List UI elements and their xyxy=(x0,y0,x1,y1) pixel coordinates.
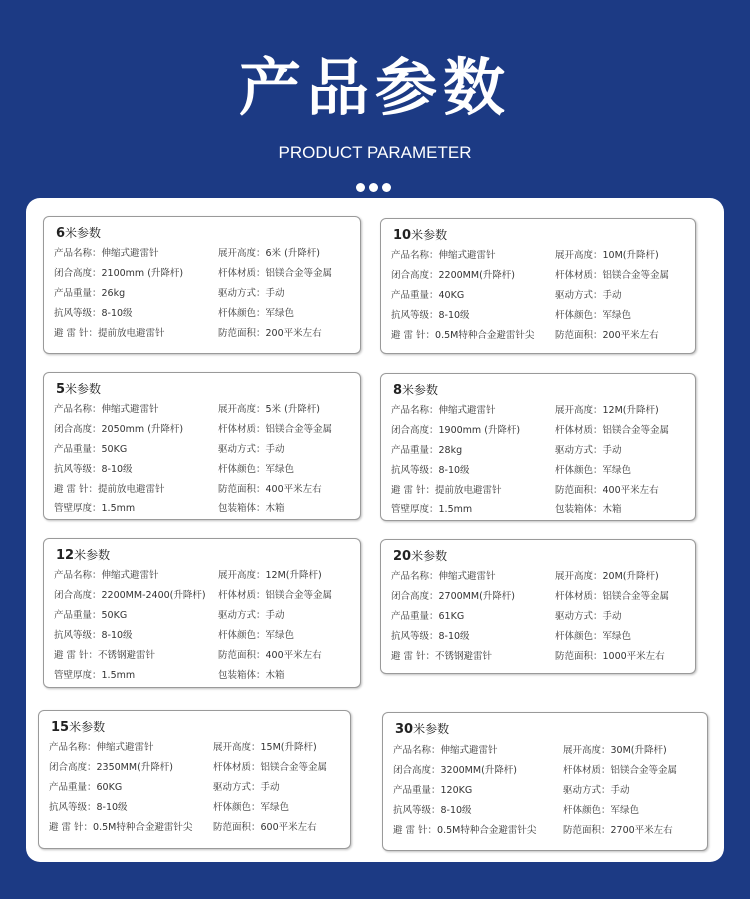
spec-right: 杆体材质：铝镁合金等金属 xyxy=(218,590,333,601)
spec-right: 防范面积：200平米左右 xyxy=(555,330,659,341)
spec-row xyxy=(54,441,354,459)
spec-right: 杆体材质：铝镁合金等金属 xyxy=(555,591,670,602)
spec-right: 防范面积：2700平米左右 xyxy=(563,825,673,836)
spec-left: 避 雷 针：0.5M特种合金避雷针尖 xyxy=(49,822,193,833)
spec-row xyxy=(54,461,354,479)
spec-card-20m xyxy=(380,539,696,674)
spec-row xyxy=(54,647,354,665)
spec-right: 杆体材质：铝镁合金等金属 xyxy=(563,765,678,776)
card-title: 15米参数 xyxy=(51,720,106,735)
spec-right: 杆体颜色：军绿色 xyxy=(218,464,295,475)
spec-right: 杆体材质：铝镁合金等金属 xyxy=(555,425,670,436)
spec-right: 杆体颜色：军绿色 xyxy=(555,310,632,321)
spec-left: 产品重量：120KG xyxy=(393,785,473,796)
spec-row xyxy=(391,648,689,666)
spec-left: 抗风等级：8-10级 xyxy=(393,805,472,816)
spec-left: 管壁厚度：1.5mm xyxy=(54,503,136,514)
spec-left: 产品名称：伸缩式避雷针 xyxy=(393,745,498,756)
spec-right: 防范面积：400平米左右 xyxy=(555,485,659,496)
spec-left: 避 雷 针：0.5M特种合金避雷针尖 xyxy=(393,825,537,836)
spec-right: 防范面积：400平米左右 xyxy=(218,484,322,495)
spec-left: 避 雷 针：提前放电避雷针 xyxy=(54,328,165,339)
spec-left: 避 雷 针：不锈钢避雷针 xyxy=(391,651,493,662)
spec-right: 驱动方式：手动 xyxy=(218,444,285,455)
spec-left: 产品名称：伸缩式避雷针 xyxy=(49,742,154,753)
spec-row xyxy=(391,287,689,305)
spec-right: 展开高度：6米 (升降杆) xyxy=(218,248,320,259)
spec-left: 避 雷 针：提前放电避雷针 xyxy=(54,484,165,495)
card-title: 10米参数 xyxy=(393,228,448,243)
card-title: 12米参数 xyxy=(56,548,111,563)
spec-right: 杆体材质：铝镁合金等金属 xyxy=(218,268,333,279)
spec-row xyxy=(391,462,689,480)
spec-row xyxy=(391,588,689,606)
spec-left: 产品名称：伸缩式避雷针 xyxy=(391,250,496,261)
spec-left: 闭合高度：3200MM(升降杆) xyxy=(393,765,517,776)
spec-left: 产品名称：伸缩式避雷针 xyxy=(391,405,496,416)
spec-row xyxy=(54,567,354,585)
spec-right: 展开高度：12M(升降杆) xyxy=(555,405,659,416)
spec-right: 展开高度：20M(升降杆) xyxy=(555,571,659,582)
spec-right: 杆体颜色：军绿色 xyxy=(213,802,290,813)
spec-row xyxy=(391,402,689,420)
spec-row xyxy=(391,608,689,626)
spec-left: 避 雷 针：提前放电避雷针 xyxy=(391,485,502,496)
spec-right: 驱动方式：手动 xyxy=(218,610,285,621)
spec-row xyxy=(49,779,344,797)
spec-row xyxy=(54,627,354,645)
spec-left: 抗风等级：8-10级 xyxy=(54,464,133,475)
spec-left: 产品名称：伸缩式避雷针 xyxy=(54,570,159,581)
spec-card-12m xyxy=(43,538,361,688)
spec-left: 产品重量：28kg xyxy=(391,445,463,456)
spec-right: 杆体颜色：军绿色 xyxy=(563,805,640,816)
spec-right: 展开高度：10M(升降杆) xyxy=(555,250,659,261)
spec-left: 闭合高度：2050mm (升降杆) xyxy=(54,424,184,435)
spec-left: 产品名称：伸缩式避雷针 xyxy=(54,404,159,415)
spec-row xyxy=(391,327,689,345)
spec-row xyxy=(393,782,701,800)
spec-right: 包装箱体：木箱 xyxy=(218,503,285,514)
spec-right: 杆体颜色：军绿色 xyxy=(555,465,632,476)
spec-row xyxy=(54,265,354,283)
spec-row xyxy=(54,500,354,518)
dot-icon xyxy=(369,183,378,192)
spec-left: 抗风等级：8-10级 xyxy=(391,465,470,476)
spec-row xyxy=(391,307,689,325)
spec-card-6m xyxy=(43,216,361,354)
spec-left: 闭合高度：1900mm (升降杆) xyxy=(391,425,521,436)
spec-right: 驱动方式：手动 xyxy=(213,782,280,793)
spec-row xyxy=(391,442,689,460)
spec-row xyxy=(391,482,689,500)
decorative-dots xyxy=(356,177,395,196)
spec-left: 产品重量：50KG xyxy=(54,610,128,621)
spec-card-30m xyxy=(382,712,708,851)
spec-left: 抗风等级：8-10级 xyxy=(391,310,470,321)
spec-row xyxy=(54,667,354,685)
spec-right: 杆体材质：铝镁合金等金属 xyxy=(213,762,328,773)
spec-right: 展开高度：15M(升降杆) xyxy=(213,742,317,753)
spec-right: 防范面积：600平米左右 xyxy=(213,822,317,833)
spec-left: 避 雷 针：不锈钢避雷针 xyxy=(54,650,156,661)
page-title: 产品参数 xyxy=(238,51,511,124)
spec-row xyxy=(393,802,701,820)
spec-left: 产品名称：伸缩式避雷针 xyxy=(391,571,496,582)
spec-row xyxy=(54,285,354,303)
spec-row xyxy=(54,421,354,439)
spec-row xyxy=(391,628,689,646)
spec-right: 杆体颜色：军绿色 xyxy=(218,308,295,319)
card-title: 20米参数 xyxy=(393,549,448,564)
spec-row xyxy=(54,305,354,323)
spec-right: 防范面积：200平米左右 xyxy=(218,328,322,339)
spec-left: 抗风等级：8-10级 xyxy=(54,630,133,641)
spec-left: 抗风等级：8-10级 xyxy=(54,308,133,319)
spec-row xyxy=(54,481,354,499)
spec-row xyxy=(54,325,354,343)
spec-row xyxy=(49,799,344,817)
spec-right: 驱动方式：手动 xyxy=(555,290,622,301)
dot-icon xyxy=(382,183,391,192)
parameter-panel xyxy=(26,198,724,862)
spec-row xyxy=(391,267,689,285)
spec-row xyxy=(393,762,701,780)
spec-left: 避 雷 针：0.5M特种合金避雷针尖 xyxy=(391,330,535,341)
spec-right: 驱动方式：手动 xyxy=(218,288,285,299)
spec-card-5m xyxy=(43,372,361,520)
spec-right: 杆体材质：铝镁合金等金属 xyxy=(218,424,333,435)
spec-left: 管壁厚度：1.5mm xyxy=(54,670,136,681)
spec-row xyxy=(49,759,344,777)
spec-left: 产品名称：伸缩式避雷针 xyxy=(54,248,159,259)
spec-card-8m xyxy=(380,373,696,521)
spec-row xyxy=(393,742,701,760)
spec-right: 驱动方式：手动 xyxy=(555,611,622,622)
spec-row xyxy=(391,422,689,440)
spec-row xyxy=(54,245,354,263)
spec-right: 杆体颜色：军绿色 xyxy=(218,630,295,641)
spec-left: 闭合高度：2350MM(升降杆) xyxy=(49,762,173,773)
spec-row xyxy=(49,819,344,837)
spec-right: 杆体材质：铝镁合金等金属 xyxy=(555,270,670,281)
spec-right: 防范面积：1000平米左右 xyxy=(555,651,665,662)
spec-left: 抗风等级：8-10级 xyxy=(391,631,470,642)
spec-row xyxy=(391,501,689,519)
spec-left: 产品重量：50KG xyxy=(54,444,128,455)
card-title: 5米参数 xyxy=(56,382,102,397)
spec-row xyxy=(391,247,689,265)
spec-right: 驱动方式：手动 xyxy=(563,785,630,796)
dot-icon xyxy=(356,183,365,192)
card-title: 6米参数 xyxy=(56,226,102,241)
spec-right: 包装箱体：木箱 xyxy=(555,504,622,515)
spec-card-10m xyxy=(380,218,696,354)
spec-right: 展开高度：30M(升降杆) xyxy=(563,745,667,756)
spec-right: 防范面积：400平米左右 xyxy=(218,650,322,661)
spec-row xyxy=(54,401,354,419)
card-title: 30米参数 xyxy=(395,722,450,737)
spec-right: 杆体颜色：军绿色 xyxy=(555,631,632,642)
spec-left: 抗风等级：8-10级 xyxy=(49,802,128,813)
spec-right: 展开高度：12M(升降杆) xyxy=(218,570,322,581)
spec-row xyxy=(49,739,344,757)
page-subtitle: PRODUCT PARAMETER xyxy=(278,143,472,162)
spec-left: 闭合高度：2100mm (升降杆) xyxy=(54,268,184,279)
spec-right: 展开高度：5米 (升降杆) xyxy=(218,404,320,415)
spec-row xyxy=(54,587,354,605)
spec-left: 闭合高度：2200MM(升降杆) xyxy=(391,270,515,281)
card-title: 8米参数 xyxy=(393,383,439,398)
spec-card-15m xyxy=(38,710,351,849)
spec-left: 管壁厚度：1.5mm xyxy=(391,504,473,515)
spec-left: 产品重量：61KG xyxy=(391,611,465,622)
spec-left: 闭合高度：2700MM(升降杆) xyxy=(391,591,515,602)
spec-left: 产品重量：26kg xyxy=(54,288,126,299)
spec-right: 驱动方式：手动 xyxy=(555,445,622,456)
spec-left: 产品重量：40KG xyxy=(391,290,465,301)
spec-row xyxy=(391,568,689,586)
spec-row xyxy=(393,822,701,840)
spec-row xyxy=(54,607,354,625)
spec-left: 闭合高度：2200MM-2400(升降杆) xyxy=(54,590,206,601)
spec-left: 产品重量：60KG xyxy=(49,782,123,793)
spec-right: 包装箱体：木箱 xyxy=(218,670,285,681)
